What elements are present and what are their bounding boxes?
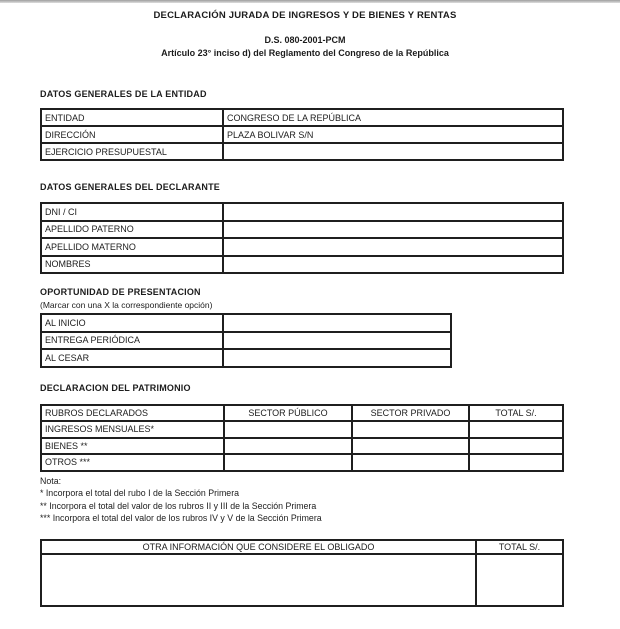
- form-content: [0, 3, 620, 607]
- table-row: [41, 256, 563, 274]
- column-header-total: TOTAL S/.: [469, 405, 563, 422]
- others-public-cell: [224, 454, 352, 471]
- others-label: OTROS ***: [41, 454, 224, 471]
- others-private-cell: [352, 454, 469, 471]
- table-row: [41, 221, 563, 239]
- note-line-3: *** Incorpora el total del valor de los rubros IV y V de la Sección Primera: [40, 513, 322, 523]
- maternal-surname-value: [223, 238, 563, 256]
- monthly-income-public-cell: [224, 421, 352, 438]
- address-value: PLAZA BOLIVAR S/N: [223, 126, 563, 143]
- address-label: DIRECCIÓN: [41, 126, 223, 143]
- table-row: [41, 554, 563, 606]
- entity-label: ENTIDAD: [41, 109, 223, 126]
- other-info-description-cell: [41, 554, 476, 606]
- budget-year-label: EJERCICIO PRESUPUESTAL: [41, 143, 223, 160]
- goods-label: BIENES **: [41, 438, 224, 455]
- entity-table: [40, 108, 564, 161]
- other-info-table: [40, 539, 564, 607]
- table-row: [41, 238, 563, 256]
- goods-private-cell: [352, 438, 469, 455]
- opportunity-section-heading: OPORTUNIDAD DE PRESENTACION: [40, 287, 201, 297]
- goods-public-cell: [224, 438, 352, 455]
- opportunity-instruction: (Marcar con una X la correspondiente opción): [40, 300, 213, 310]
- at-cease-mark-cell: [223, 349, 451, 367]
- at-start-mark-cell: [223, 314, 451, 332]
- article-reference: Artículo 23° inciso d) del Reglamento del Congreso de la República: [161, 48, 449, 58]
- document-title: DECLARACIÓN JURADA DE INGRESOS Y DE BIENES Y RENTAS: [153, 10, 457, 21]
- patrimony-table: [40, 404, 564, 472]
- periodic-label: ENTREGA PERIÓDICA: [41, 332, 223, 350]
- table-header-row: [41, 540, 563, 554]
- monthly-income-private-cell: [352, 421, 469, 438]
- table-row: [41, 314, 451, 332]
- patrimony-section-heading: DECLARACION DEL PATRIMONIO: [40, 382, 191, 393]
- table-row: [41, 126, 563, 143]
- monthly-income-label: INGRESOS MENSUALES*: [41, 421, 224, 438]
- note-title: Nota:: [40, 475, 62, 486]
- opportunity-table: [40, 313, 452, 368]
- declarant-table: [40, 202, 564, 274]
- dni-label: DNI / CI: [41, 203, 223, 221]
- table-row: [41, 143, 563, 160]
- table-row: [41, 349, 451, 367]
- entity-value: CONGRESO DE LA REPÚBLICA: [223, 109, 563, 126]
- column-header-rubros: RUBROS DECLARADOS: [41, 405, 224, 422]
- budget-year-value: [223, 143, 563, 160]
- entity-section-heading: DATOS GENERALES DE LA ENTIDAD: [40, 89, 207, 99]
- names-value: [223, 256, 563, 274]
- other-info-total-header: TOTAL S/.: [476, 540, 563, 554]
- note-line-2: ** Incorpora el total del valor de los rubros II y III de la Sección Primera: [40, 500, 317, 511]
- note-line-1: * Incorpora el total del rubo I de la Sección Primera: [40, 488, 240, 498]
- column-header-private-sector: SECTOR PRIVADO: [352, 405, 469, 422]
- dni-value: [223, 203, 563, 221]
- monthly-income-total-cell: [469, 421, 563, 438]
- other-info-header: OTRA INFORMACIÓN QUE CONSIDERE EL OBLIGADO: [41, 540, 476, 554]
- other-info-total-cell: [476, 554, 563, 606]
- notes-block: [40, 475, 570, 525]
- column-header-public-sector: SECTOR PÚBLICO: [224, 405, 352, 422]
- at-cease-label: AL CESAR: [41, 349, 223, 367]
- decree-reference: D.S. 080-2001-PCM: [264, 35, 346, 45]
- paternal-surname-value: [223, 221, 563, 239]
- table-row: [41, 109, 563, 126]
- names-label: NOMBRES: [41, 256, 223, 274]
- table-row: [41, 203, 563, 221]
- goods-total-cell: [469, 438, 563, 455]
- others-total-cell: [469, 454, 563, 471]
- table-row: [41, 332, 451, 350]
- periodic-mark-cell: [223, 332, 451, 350]
- table-row: [41, 421, 563, 438]
- paternal-surname-label: APELLIDO PATERNO: [41, 221, 223, 239]
- table-row: [41, 438, 563, 455]
- maternal-surname-label: APELLIDO MATERNO: [41, 238, 223, 256]
- table-header-row: [41, 405, 563, 422]
- table-row: [41, 454, 563, 471]
- at-start-label: AL INICIO: [41, 314, 223, 332]
- declarant-section-heading: DATOS GENERALES DEL DECLARANTE: [40, 182, 221, 192]
